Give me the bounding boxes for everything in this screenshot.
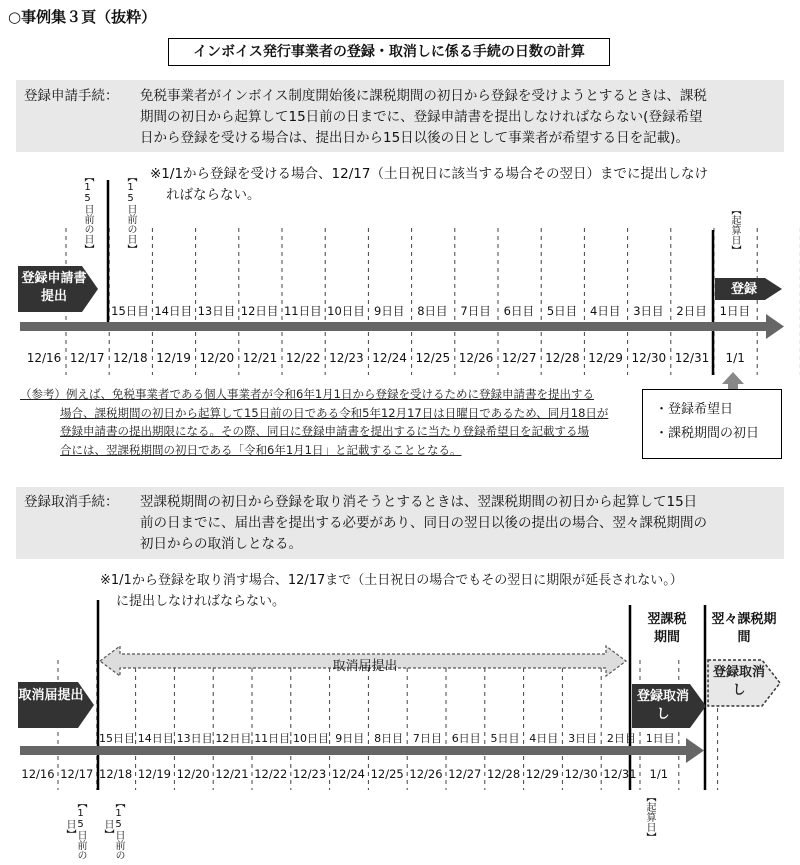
date-label: 12/21 (242, 351, 278, 365)
date-label: 12/31 (674, 351, 710, 365)
bracket-15days-left: 【15日前の日】 (82, 172, 93, 254)
bracket-15days-left: 【15日前の日】 (64, 797, 86, 860)
day-count-label: 6日目 (451, 732, 481, 745)
date-label: 12/26 (458, 351, 494, 365)
day-count-label: 12日目 (215, 732, 252, 745)
date-label: 12/25 (415, 351, 451, 365)
bracket-15days-right: 【15日前の日】 (102, 797, 124, 860)
day-count-label: 5日目 (546, 304, 578, 318)
reference-line: 登録申請書の提出期限になる。その際、同日に登録申請書を提出するに当たり登録希望日を記載する場 (60, 424, 589, 438)
day-count-label: 10日目 (293, 732, 329, 745)
span-label-cancel-submit: 取消届提出 (332, 659, 398, 674)
day-count-label: 15日目 (99, 732, 135, 745)
date-label: 12/22 (254, 767, 288, 781)
date-label: 12/19 (156, 351, 191, 365)
date-label: 12/22 (285, 351, 321, 365)
date-label: 12/30 (631, 351, 667, 365)
date-label: 12/20 (176, 767, 210, 781)
registration-line: 免税事業者がインボイス制度開始後に課税期間の初日から登録を受けようとするときは、課税 (140, 88, 707, 104)
info-item: ・課税期間の初日 (655, 426, 760, 441)
date-label: 12/21 (215, 767, 249, 781)
date-label: 12/27 (501, 351, 537, 365)
bracket-kisanbi: 【起算日】 (644, 792, 655, 842)
day-count-label: 11日目 (283, 304, 322, 318)
date-label: 12/29 (588, 351, 623, 365)
day-count-label: 3日目 (633, 304, 664, 318)
date-label: 12/18 (113, 351, 148, 365)
date-label: 12/16 (21, 767, 55, 781)
day-count-label: 13日目 (197, 304, 236, 318)
date-label: 1/1 (725, 351, 745, 365)
arrow-registration-submit-label: 登録申請書提出 (21, 271, 87, 304)
date-label: 12/25 (370, 767, 404, 781)
date-label: 12/18 (99, 767, 133, 781)
date-label: 12/24 (372, 351, 407, 365)
diagram-title: インボイス発行事業者の登録・取消しに係る手続の日数の計算 (168, 38, 610, 66)
day-count-label: 8日目 (374, 732, 404, 745)
note-line: ※1/1から登録を受ける場合、12/17（土日祝日に該当する場合その翌日）までに提出しなけ (150, 166, 708, 182)
date-label: 12/16 (26, 351, 62, 365)
date-label: 12/20 (199, 351, 235, 365)
day-count-label: 9日目 (374, 304, 405, 318)
day-count-label: 1日目 (645, 732, 675, 745)
page-heading: ○事例集３頁（抜粋） (8, 8, 157, 26)
arrow-register-label: 登録 (730, 282, 757, 297)
date-label: 12/19 (137, 767, 171, 781)
date-label: 12/27 (448, 767, 482, 781)
date-label: 1/1 (649, 767, 669, 781)
day-count-label: 3日目 (568, 732, 598, 745)
day-count-label: 1日目 (719, 304, 750, 318)
bracket-kisanbi: 【起算日】 (729, 205, 740, 255)
day-count-label: 4日目 (590, 304, 621, 318)
date-label: 12/30 (564, 767, 598, 781)
date-label: 12/29 (525, 767, 559, 781)
date-label: 12/24 (331, 767, 365, 781)
reference-line: （参考）例えば、免税事業者である個人事業者が令和6年1月1日から登録を受けるために登録申請書を提出する (20, 387, 594, 401)
note-line: に提出しなければならない。 (116, 594, 286, 609)
date-label: 12/26 (409, 767, 443, 781)
day-count-label: 11日目 (254, 732, 291, 745)
day-count-label: 2日目 (676, 304, 707, 318)
day-count-label: 7日目 (412, 732, 442, 745)
date-label: 12/17 (60, 767, 94, 781)
cancellation-line: 前の日までに、届出書を提出する必要があり、同日の翌日以後の提出の場合、翌々課税期間の (140, 515, 707, 531)
day-count-label: 12日目 (240, 304, 279, 318)
note-line: ※1/1から登録を取り消す場合、12/17まで（土日祝日の場合でもその翌日に期限が延長されない。） (100, 573, 683, 588)
reference-line: 合には、翌課税期間の初日である「令和6年1月1日」と記載することとなる。 (60, 442, 462, 457)
registration-label: 登録申請手続： (24, 88, 119, 104)
date-label: 12/23 (329, 351, 364, 365)
date-label: 12/23 (293, 767, 327, 781)
next-period-text: 翌課税期間 (647, 612, 687, 645)
day-count-label: 7日目 (460, 304, 491, 318)
arrow-cancel2-label: 登録取消し (712, 665, 765, 698)
reference-line: 場合、課税期間の初日から起算して15日前の日である令和5年12月17日は日曜日であるため、同月18日が (60, 405, 609, 420)
day-count-label: 13日目 (176, 732, 213, 745)
next-next-period-text: 翌々課税期間 (711, 612, 777, 645)
day-count-label: 2日目 (606, 732, 636, 745)
timeline-arrowhead (686, 738, 704, 763)
date-label: 12/17 (69, 351, 105, 365)
day-count-label: 10日目 (327, 304, 365, 318)
date-label: 12/28 (487, 767, 521, 781)
cancellation-line: 初日からの取消しとなる。 (140, 536, 302, 552)
date-label: 12/28 (545, 351, 580, 365)
day-count-label: 14日目 (137, 732, 174, 745)
cancellation-line: 翌課税期間の初日から登録を取り消そうとするときは、翌課税期間の初日から起算して15日 (140, 494, 698, 510)
arrow-cancel-submit-label: 取消届提出 (18, 688, 84, 703)
day-count-label: 4日目 (529, 732, 559, 745)
day-count-label: 6日目 (503, 304, 534, 318)
day-count-label: 14日目 (154, 304, 192, 318)
day-count-label: 15日目 (111, 304, 149, 318)
day-count-label: 5日目 (490, 732, 520, 745)
day-count-label: 9日目 (335, 732, 365, 745)
registration-line: 期間の初日から起算して15日前の日までに、登録申請書を提出しなければならない(登録希望 (140, 109, 703, 125)
cancellation-label: 登録取消手続： (24, 494, 119, 510)
date-label: 12/31 (603, 767, 637, 781)
note-line: ればならない。 (166, 187, 261, 203)
day-count-label: 8日目 (417, 304, 448, 318)
info-item: ・登録希望日 (655, 402, 734, 417)
timeline-bar (20, 746, 688, 755)
arrow-cancel-label: 登録取消し (636, 689, 689, 722)
bracket-15days-right: 【15日前の日】 (125, 172, 136, 254)
registration-line: 日から登録を受ける場合は、提出日から15日以後の日として事業者が希望する日を記載)。 (140, 130, 689, 146)
